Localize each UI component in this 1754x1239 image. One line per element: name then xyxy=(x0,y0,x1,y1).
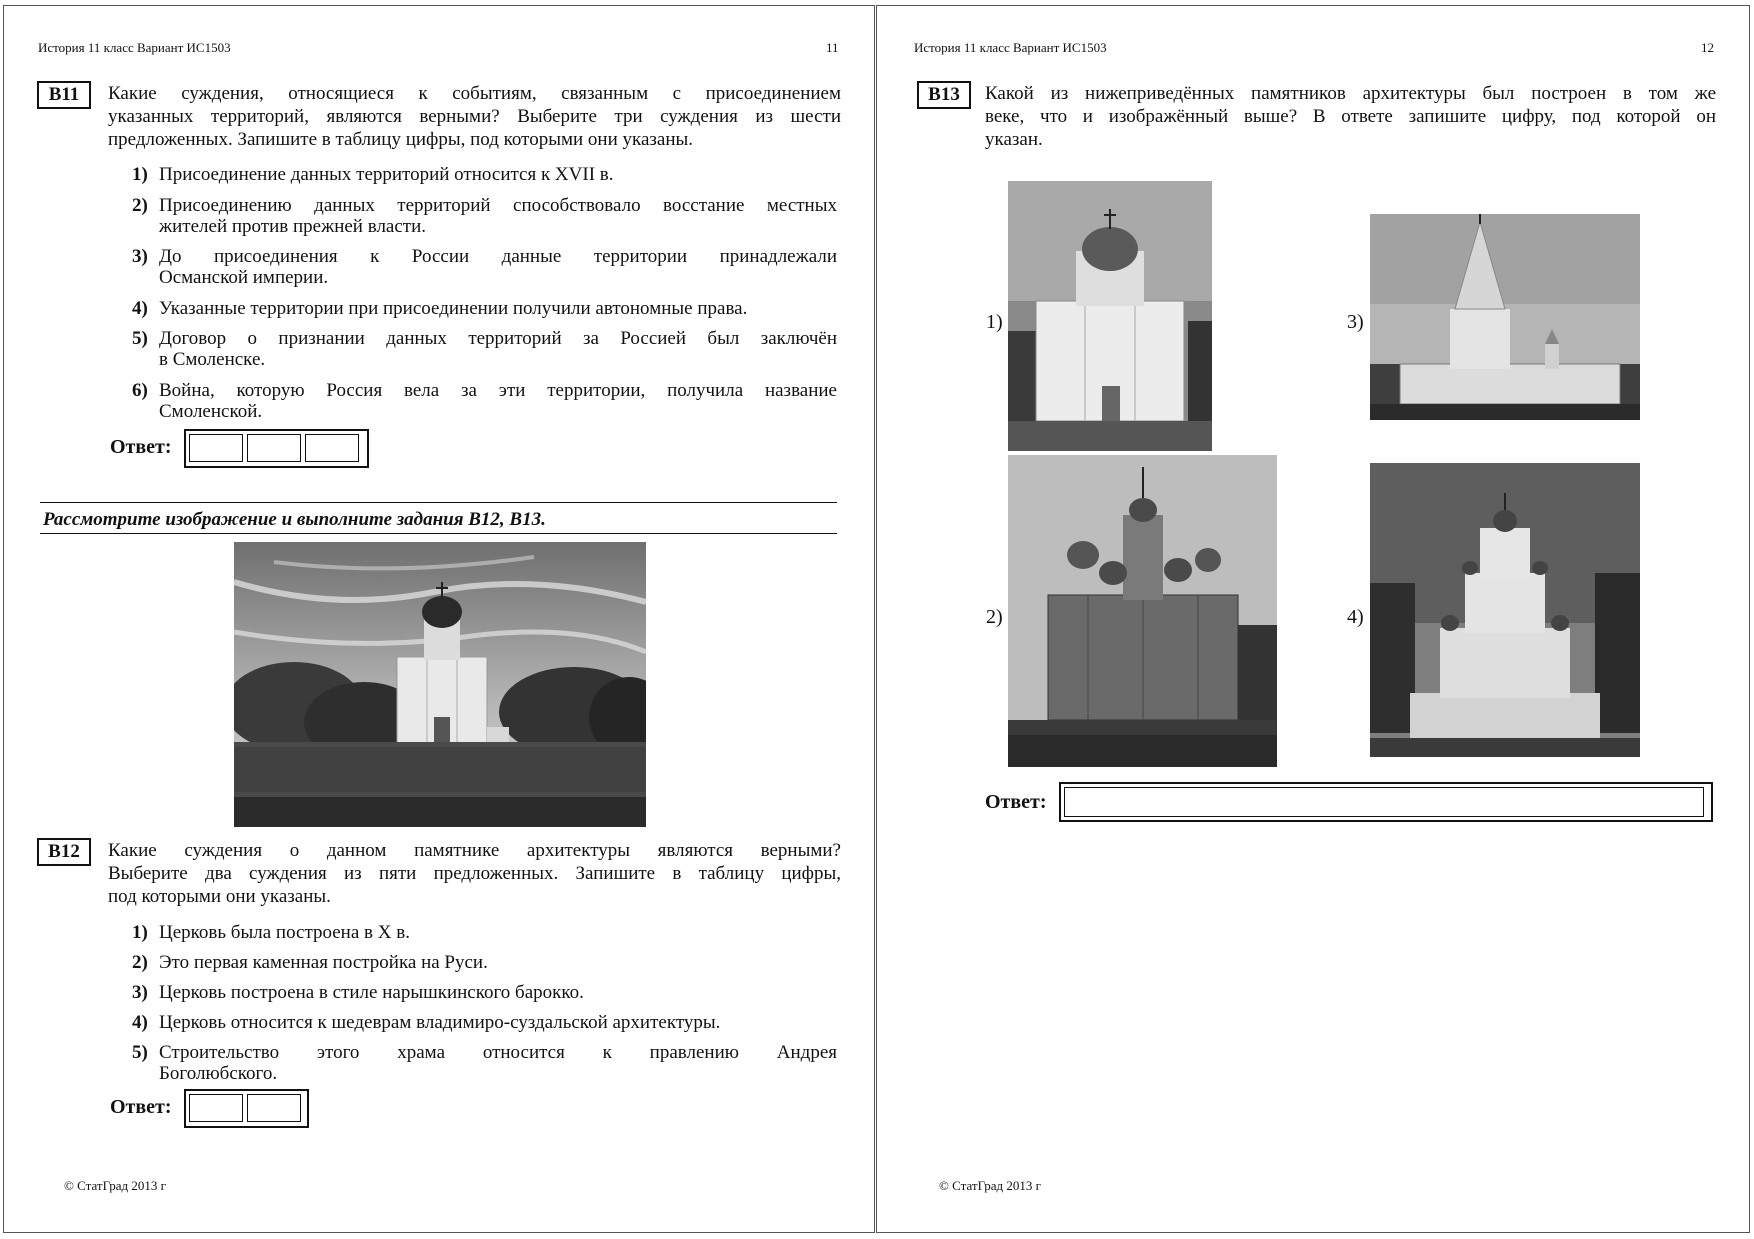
option-text: Церковь построена в стиле нарышкинского барокко. xyxy=(159,982,584,1003)
image-label-1: 1) xyxy=(986,311,1003,333)
option-number: 5) xyxy=(132,1042,148,1063)
b11-answer-table xyxy=(184,429,369,468)
page-header: История 11 класс Вариант ИС1503 xyxy=(914,40,1107,55)
image-label-4: 4) xyxy=(1347,606,1364,628)
page-12 xyxy=(876,5,1750,1233)
task-tag-b12: B12 xyxy=(37,838,91,866)
option-number: 6) xyxy=(132,380,148,401)
b11-question-line: указанных территорий, являются верными? Выберите три суждения из шести xyxy=(108,106,841,127)
option-number: 5) xyxy=(132,328,148,349)
b11-question xyxy=(108,82,841,151)
option-text: Присоединение данных территорий относится к XVII в. xyxy=(159,164,614,185)
option-number: 3) xyxy=(132,246,148,267)
b13-question xyxy=(985,82,1716,151)
option-text: До присоединения к России данные территории принадлежали xyxy=(159,246,837,267)
option-text: Война, которую Россия вела за эти территории, получила название xyxy=(159,380,837,401)
page-number: 12 xyxy=(1701,40,1714,55)
page-number: 11 xyxy=(826,40,839,55)
savior-on-blood-photo xyxy=(1008,455,1277,767)
dmitrievsky-cathedral-photo xyxy=(1008,181,1212,451)
option-number: 4) xyxy=(132,298,148,319)
b12-answer-cell[interactable] xyxy=(247,1094,301,1122)
task-tag-b13: B13 xyxy=(917,81,971,109)
b11-answer-cell[interactable] xyxy=(247,434,301,462)
option-number: 1) xyxy=(132,922,148,943)
option-text: Указанные территории при присоединении получили автономные права. xyxy=(159,298,748,319)
church-of-ascension-kolomenskoye-photo xyxy=(1370,214,1640,420)
b13-answer-cell[interactable] xyxy=(1064,787,1704,817)
page-footer: © СтатГрад 2013 г xyxy=(939,1178,1041,1193)
b12-question-line: под которыми они указаны. xyxy=(108,886,331,907)
b12-question-line: Какие суждения о данном памятнике архитектуры являются верными? xyxy=(108,840,841,861)
option-text: жителей против прежней власти. xyxy=(159,216,427,237)
task-tag-b11: B11 xyxy=(37,81,91,109)
b12-answer-table xyxy=(184,1089,309,1128)
option-text: в Смоленске. xyxy=(159,349,266,370)
option-text: Церковь была построена в X в. xyxy=(159,922,410,943)
option-text: Это первая каменная постройка на Руси. xyxy=(159,952,488,973)
section-heading: Рассмотрите изображение и выполните задания B12, B13. xyxy=(43,509,546,530)
b11-question-line: предложенных. Запишите в таблицу цифры, под которыми они указаны. xyxy=(108,129,694,150)
b13-question-line: указан. xyxy=(985,129,1043,150)
option-text: Строительство этого храма относится к правлению Андрея xyxy=(159,1042,837,1063)
option-number: 3) xyxy=(132,982,148,1003)
b12-answer-cell[interactable] xyxy=(189,1094,243,1122)
option-number: 2) xyxy=(132,195,148,216)
church-in-fili-photo xyxy=(1370,463,1640,757)
section-rule-bottom xyxy=(40,533,837,534)
option-text: Боголюбского. xyxy=(159,1063,278,1084)
option-text: Присоединению данных территорий способствовало восстание местных xyxy=(159,195,837,216)
option-number: 4) xyxy=(132,1012,148,1033)
option-text: Церковь относится к шедеврам владимиро-суздальской архитектуры. xyxy=(159,1012,721,1033)
section-rule-top xyxy=(40,502,837,503)
page-header: История 11 класс Вариант ИС1503 xyxy=(38,40,231,55)
church-on-nerl-photo xyxy=(234,542,646,827)
b11-answer-label: Ответ: xyxy=(110,436,172,458)
option-text: Договор о признании данных территорий за Россией был заключён xyxy=(159,328,837,349)
b11-answer-cell[interactable] xyxy=(189,434,243,462)
b13-answer-label: Ответ: xyxy=(985,791,1047,813)
b13-answer-table xyxy=(1059,782,1713,822)
option-text: Смоленской. xyxy=(159,401,263,422)
b12-question-line: Выберите два суждения из пяти предложенных. Запишите в таблицу цифры, xyxy=(108,863,841,884)
b11-answer-cell[interactable] xyxy=(305,434,359,462)
image-label-3: 3) xyxy=(1347,311,1364,333)
option-number: 2) xyxy=(132,952,148,973)
b13-question-line: веке, что и изображённый выше? В ответе запишите цифру, под которой он xyxy=(985,106,1716,127)
image-label-2: 2) xyxy=(986,606,1003,628)
b12-question xyxy=(108,839,841,908)
option-text: Османской империи. xyxy=(159,267,329,288)
b11-question-line: Какие суждения, относящиеся к событиям, связанным с присоединением xyxy=(108,83,841,104)
b13-question-line: Какой из нижеприведённых памятников архитектуры был построен в том же xyxy=(985,83,1716,104)
b12-answer-label: Ответ: xyxy=(110,1096,172,1118)
page-11 xyxy=(3,5,875,1233)
page-footer: © СтатГрад 2013 г xyxy=(64,1178,166,1193)
option-number: 1) xyxy=(132,164,148,185)
